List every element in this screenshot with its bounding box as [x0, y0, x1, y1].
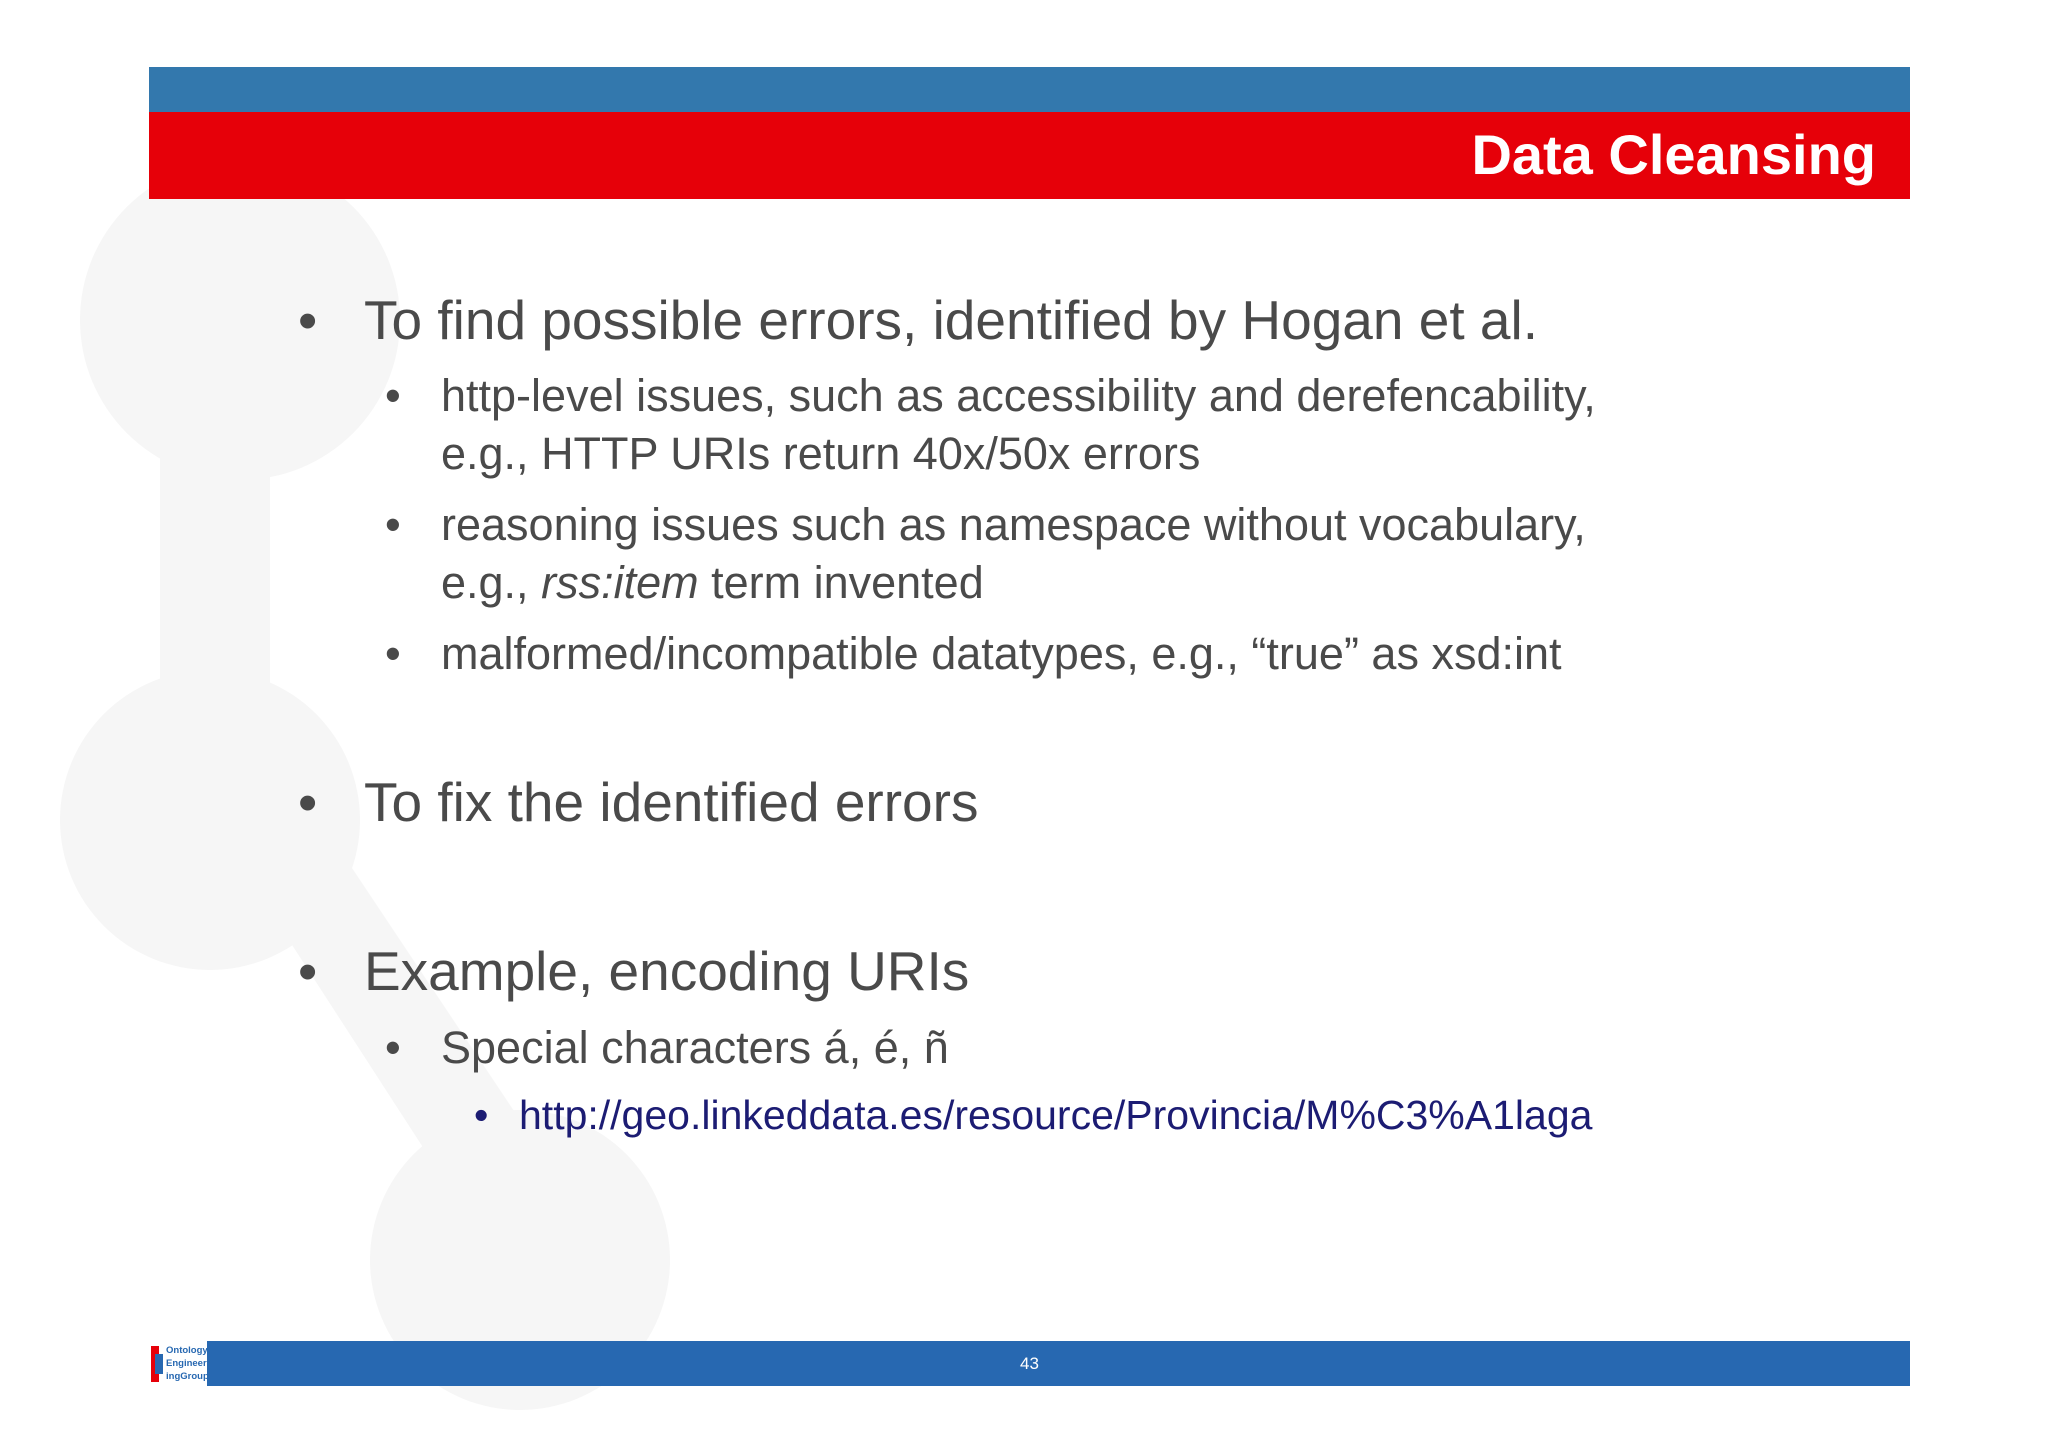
subbullet-text: Special characters á, é, ñ [441, 1022, 949, 1073]
subbullet-text-line1: http-level issues, such as accessibility and derefencability, [441, 370, 1596, 421]
subbullet-text-line2 [441, 554, 984, 612]
bullet-marker: • [298, 940, 318, 1002]
uri-example-link[interactable]: http://geo.linkeddata.es/resource/Provincia/M%C3%A1laga [519, 1092, 1593, 1138]
subbullet-text: malformed/incompatible datatypes, e.g., “true” as xsd:int [441, 628, 1562, 679]
logo-line3: ingGroup [166, 1371, 209, 1382]
logo-text [166, 1344, 209, 1383]
bullet-text: To find possible errors, identified by Hogan et al. [364, 289, 1538, 351]
term-rss-item: rss:item [541, 557, 699, 608]
bullet-marker: • [474, 1092, 489, 1138]
bullet-marker: • [385, 628, 401, 679]
subbullet-text-line2: e.g., HTTP URIs return 40x/50x errors [441, 428, 1201, 479]
bullet-marker: • [385, 499, 401, 550]
oeg-logo [149, 1341, 207, 1386]
bullet-marker: • [385, 370, 401, 421]
bullet-marker: • [385, 1022, 401, 1073]
subbullet-text-line1: reasoning issues such as namespace without vocabulary, [441, 499, 1586, 550]
logo-line2: Engineer [166, 1358, 207, 1369]
slide-title: Data Cleansing [1471, 123, 1876, 186]
footer-band [149, 1341, 1910, 1386]
text-prefix: e.g., [441, 557, 542, 608]
logo-mark-blue [155, 1354, 163, 1374]
bullet-text: To fix the identified errors [364, 771, 979, 833]
bullet-text: Example, encoding URIs [364, 940, 970, 1002]
page-number: 43 [1020, 1354, 1039, 1373]
bullet-marker: • [298, 289, 318, 351]
bullet-marker: • [298, 771, 318, 833]
logo-line1: Ontology [166, 1345, 208, 1356]
text-suffix: term invented [698, 557, 984, 608]
